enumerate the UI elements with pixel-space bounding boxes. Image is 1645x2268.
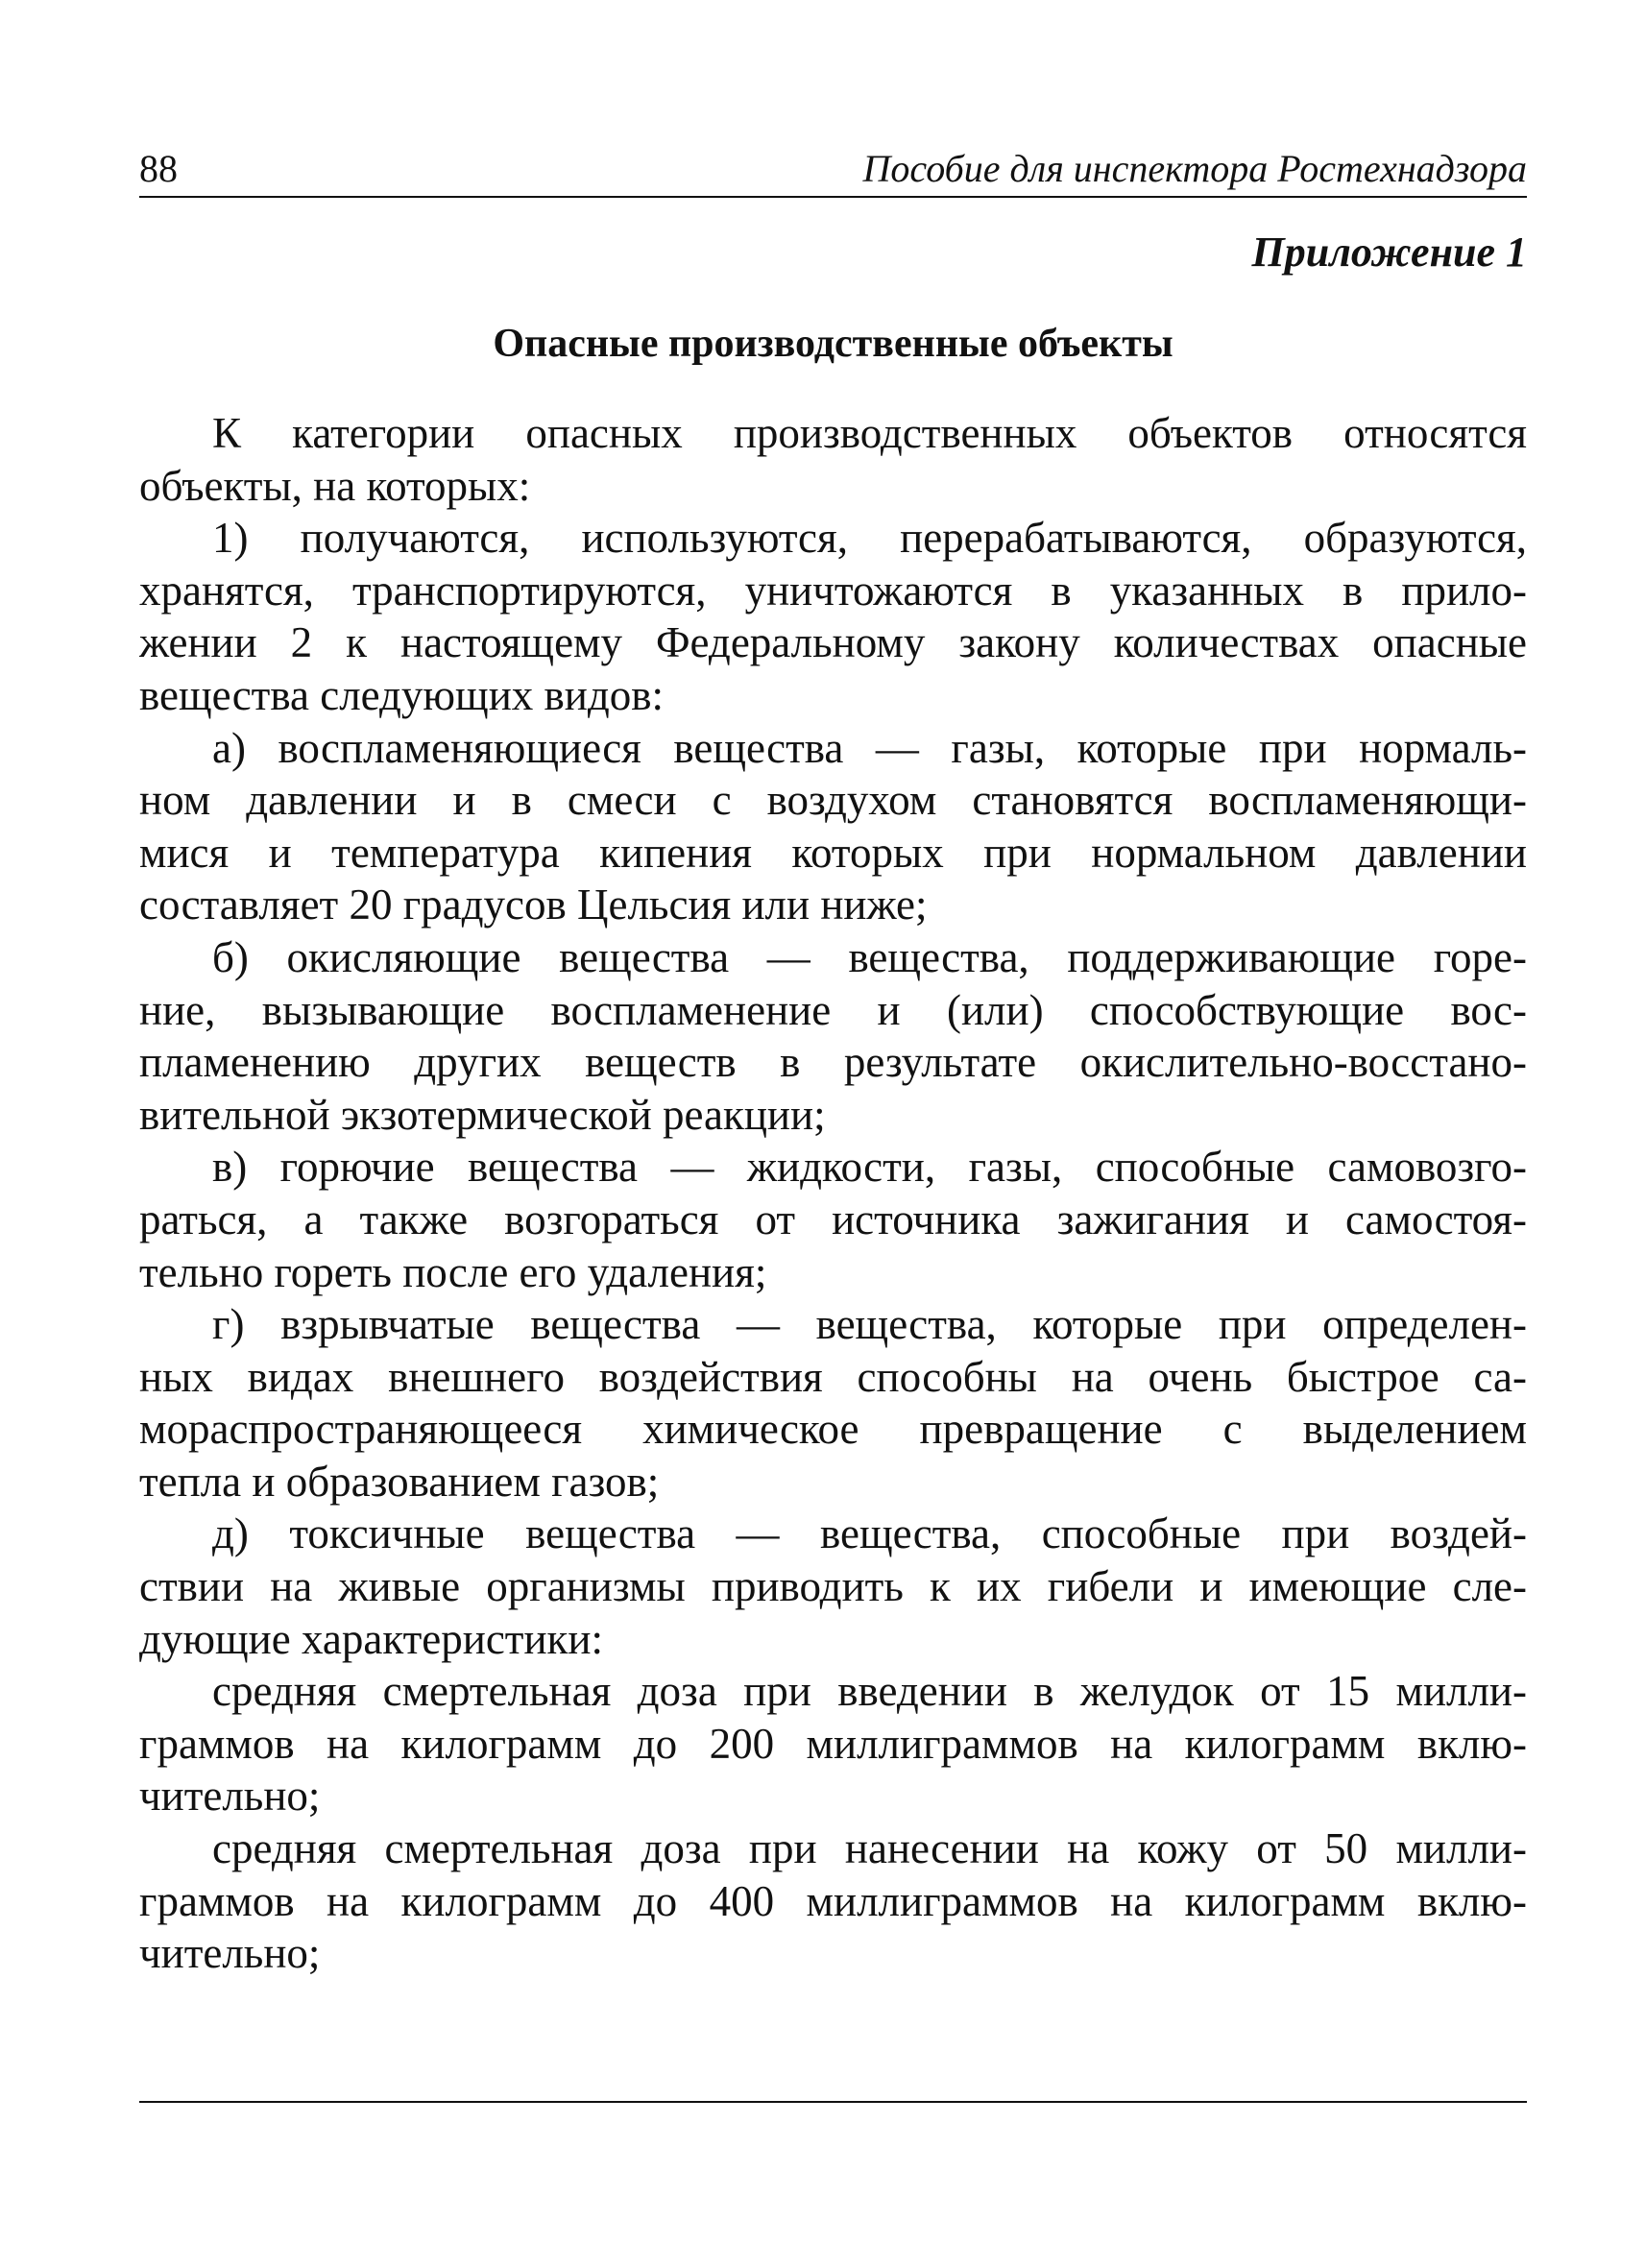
text-line: ном давлении и в смеси с воздухом становятся воспламеняющи- <box>139 776 1527 825</box>
text-line: граммов на килограмм до 400 миллиграммов на килограмм вклю- <box>139 1876 1527 1925</box>
text-line: в) горючие вещества — жидкости, газы, способные самовозго- <box>212 1143 1527 1192</box>
text-line: объекты, на которых: <box>139 461 531 510</box>
text-line: К категории опасных производственных объектов относятся <box>212 409 1527 457</box>
text-line: чительно; <box>139 1929 321 1978</box>
text-line: раться, а также возгораться от источника зажигания и самостоя- <box>139 1194 1527 1243</box>
text-line: ствии на живые организмы приводить к их гибели и имеющие сле- <box>139 1562 1527 1611</box>
text-line: жении 2 к настоящему Федеральному закону количествах опасные <box>139 618 1527 667</box>
text-line: средняя смертельная доза при нанесении на кожу от 50 милли- <box>212 1824 1527 1873</box>
text-line: граммов на килограмм до 200 миллиграммов на килограмм вклю- <box>139 1719 1527 1768</box>
page-number: 88 <box>139 147 178 190</box>
text-line: чительно; <box>139 1772 321 1821</box>
text-line: вительной экзотермической реакции; <box>139 1090 826 1139</box>
running-title: Пособие для инспектора Ростехнадзора <box>862 147 1527 190</box>
header-rule <box>139 196 1527 198</box>
text-line: тельно гореть после его удаления; <box>139 1247 767 1296</box>
text-line: 1) получаются, используются, перерабатываются, образуются, <box>212 514 1527 563</box>
running-header <box>139 144 1527 194</box>
text-line: тепла и образованием газов; <box>139 1457 660 1506</box>
text-line: составляет 20 градусов Цельсия или ниже; <box>139 881 928 929</box>
text-line: хранятся, транспортируются, уничтожаются в указанных в прило- <box>139 566 1527 615</box>
text-line: д) токсичные вещества — вещества, способные при воздей- <box>212 1509 1527 1558</box>
appendix-label: Приложение 1 <box>1251 229 1527 276</box>
text-line: а) воспламеняющиеся вещества — газы, которые при нормаль- <box>212 723 1527 772</box>
footnote-rule <box>139 2101 1527 2103</box>
text-line: средняя смертельная доза при введении в желудок от 15 милли- <box>212 1667 1527 1716</box>
text-line: дующие характеристики: <box>139 1614 603 1663</box>
text-line: ных видах внешнего воздействия способны на очень быстрое са- <box>139 1352 1527 1401</box>
text-line: б) окисляющие вещества — вещества, поддерживающие горе- <box>212 932 1527 981</box>
text-line: мися и температура кипения которых при нормальном давлении <box>139 828 1527 877</box>
text-line: мораспространяющееся химическое превращение с выделением <box>139 1405 1527 1454</box>
text-line: пламенению других веществ в результате окислительно-восстано- <box>139 1038 1527 1087</box>
text-line: вещества следующих видов: <box>139 670 664 719</box>
text-line: г) взрывчатые вещества — вещества, которые при определен- <box>212 1300 1527 1349</box>
section-title: Опасные производственные объекты <box>493 322 1173 366</box>
body-text <box>139 407 1527 1980</box>
text-line: ние, вызывающие воспламенение и (или) способствующие вос- <box>139 985 1527 1034</box>
